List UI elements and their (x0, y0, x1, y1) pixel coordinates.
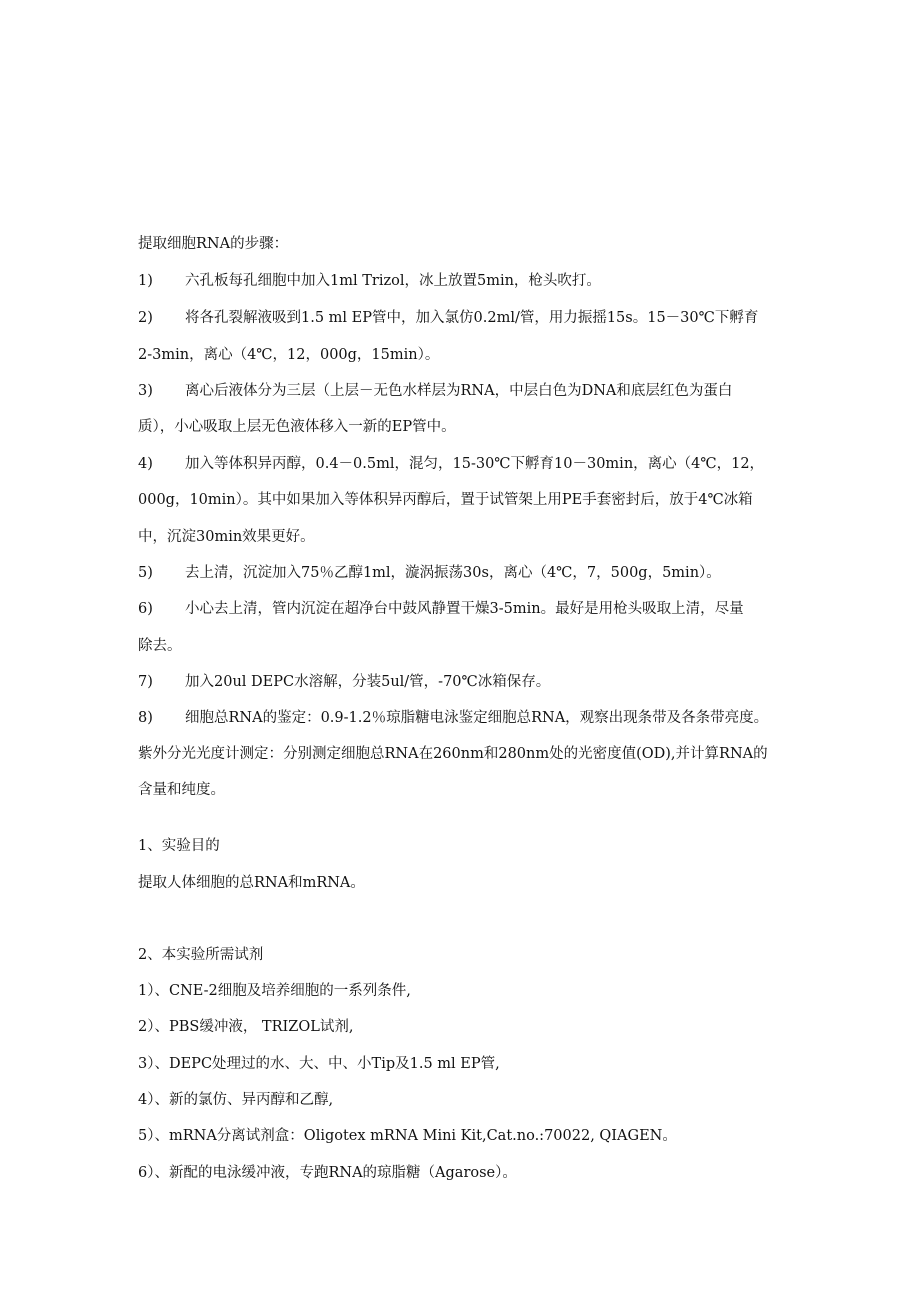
step-text-continuation: 2-3min，离心（4℃，12，000g，15min）。 (138, 347, 440, 363)
step-text: 将各孔裂解液吸到1.5 ml EP管中，加入氯仿0.2ml/管，用力振摇15s。15－30℃下孵育 (185, 310, 759, 326)
step-text: 去上清，沉淀加入75％乙醇1ml，漩涡振荡30s，离心（4℃，7，500g，5min）。 (185, 565, 721, 581)
step-text: 离心后液体分为三层（上层－无色水样层为RNA，中层白色为DNA和底层红色为蛋白 (185, 383, 733, 399)
step-text: 六孔板每孔细胞中加入1ml Trizol，冰上放置5min，枪头吹打。 (185, 273, 601, 289)
reagent-item: 5）、mRNA分离试剂盒：Oligotex mRNA Mini Kit,Cat.no.:70022, QIAGEN。 (138, 1128, 677, 1144)
step-text-continuation: 紫外分光光度计测定：分别测定细胞总RNA在260nm和280nm处的光密度值(OD),并计算RNA的 (138, 746, 768, 762)
reagent-item: 4）、新的氯仿、异丙醇和乙醇, (138, 1092, 334, 1108)
procedure-title: 提取细胞RNA的步骤： (138, 236, 289, 252)
step-number: 3) (138, 383, 153, 399)
step-text-continuation: 质），小心吸取上层无色液体移入一新的EP管中。 (138, 419, 456, 435)
step-number: 1) (138, 273, 153, 289)
step-text-continuation: 除去。 (138, 638, 182, 654)
reagent-item: 3）、DEPC处理过的水、大、中、小Tip及1.5 ml EP管, (138, 1056, 500, 1072)
step-number: 6) (138, 601, 153, 617)
step-text: 加入20ul DEPC水溶解，分装5ul/管，-70℃冰箱保存。 (185, 674, 551, 690)
step-text-continuation: 中，沉淀30min效果更好。 (138, 529, 315, 545)
step-text: 细胞总RNA的鉴定：0.9-1.2％琼脂糖电泳鉴定细胞总RNA，观察出现条带及各条带亮度。 (185, 710, 769, 726)
step-text: 小心去上清，管内沉淀在超净台中鼓风静置干燥3-5min。最好是用枪头吸取上清，尽量 (185, 601, 744, 617)
reagent-item: 2）、PBS缓冲液， TRIZOL试剂, (138, 1019, 354, 1035)
step-number: 7) (138, 674, 153, 690)
step-text-continuation: 000g，10min）。其中如果加入等体积异丙醇后，置于试管架上用PE手套密封后，放于4℃冰箱 (138, 492, 753, 508)
step-text: 加入等体积异丙醇，0.4－0.5ml，混匀，15-30℃下孵育10－30min，离心（4℃，12， (185, 456, 765, 472)
reagent-item: 1）、CNE-2细胞及培养细胞的一系列条件, (138, 983, 411, 999)
section-heading-reagents: 2、本实验所需试剂 (138, 947, 264, 963)
reagent-item: 6）、新配的电泳缓冲液，专跑RNA的琼脂糖（Agarose）。 (138, 1165, 517, 1181)
step-number: 4) (138, 456, 153, 472)
step-number: 8) (138, 710, 153, 726)
step-number: 5) (138, 565, 153, 581)
section-heading-purpose: 1、实验目的 (138, 838, 220, 854)
section-body-purpose: 提取人体细胞的总RNA和mRNA。 (138, 875, 365, 891)
step-text-continuation: 含量和纯度。 (138, 782, 225, 798)
step-number: 2) (138, 310, 153, 326)
